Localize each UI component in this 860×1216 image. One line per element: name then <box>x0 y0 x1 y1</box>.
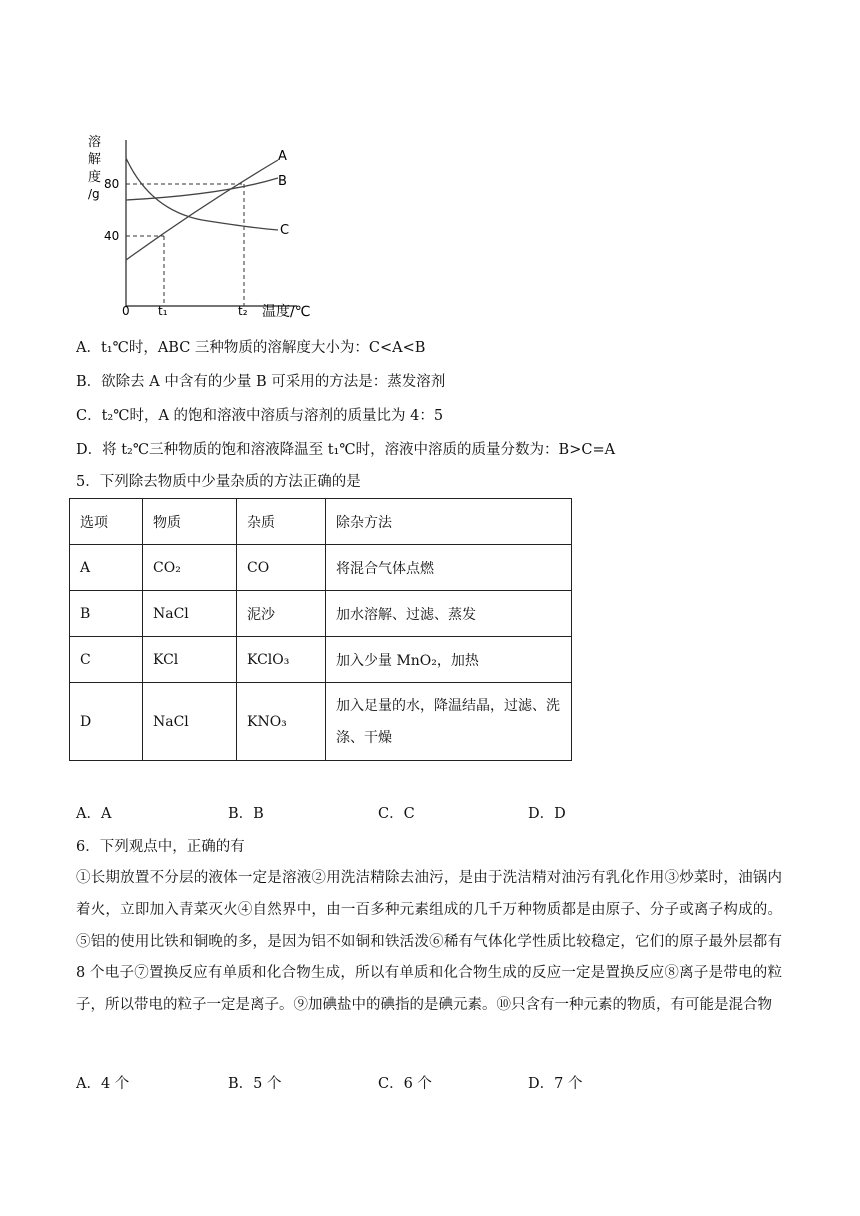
q4-option-c: C．t₂℃时，A 的饱和溶液中溶质与溶剂的质量比为 4：5 <box>76 408 444 424</box>
table-cell: D <box>70 683 143 761</box>
table-row <box>70 591 572 637</box>
table-header-cell: 物质 <box>143 499 237 545</box>
q6-stem: 6．下列观点中，正确的有 <box>76 839 245 855</box>
table-header-cell: 杂质 <box>237 499 326 545</box>
table-row <box>70 637 572 683</box>
q4-option-d: D．将 t₂℃三种物质的饱和溶液降温至 t₁℃时，溶液中溶质的质量分数为：B>C=A <box>76 442 616 458</box>
q5-choice-a: A．A <box>76 806 112 822</box>
table-header-cell: 选项 <box>70 499 143 545</box>
table-cell: 将混合气体点燃 <box>326 545 572 591</box>
table-cell: 加入足量的水，降温结晶，过滤、洗涤、干燥 <box>326 683 572 761</box>
table-cell: 泥沙 <box>237 591 326 637</box>
curve-label-a: A <box>278 149 287 164</box>
curve-label-b: B <box>278 174 287 189</box>
q6-choice-a: A．4 个 <box>76 1076 130 1092</box>
curve-b <box>126 178 278 200</box>
q5-stem: 5．下列除去物质中少量杂质的方法正确的是 <box>76 474 361 490</box>
ylabel-char: 溶 <box>88 135 102 150</box>
table-cell: CO₂ <box>143 545 237 591</box>
table-cell: 加水溶解、过滤、蒸发 <box>326 591 572 637</box>
q6-choice-d: D．7 个 <box>528 1076 583 1092</box>
x-tick: 0 <box>122 303 130 318</box>
table-cell: 加入少量 MnO₂，加热 <box>326 637 572 683</box>
curve-a <box>126 160 278 260</box>
ylabel-char: 解 <box>88 152 102 167</box>
table-cell: KCl <box>143 637 237 683</box>
q6-body: ①长期放置不分层的液体一定是溶液②用洗洁精除去油污，是由于洗洁精对油污有乳化作用③炒菜时，油锅内着火，立即加入青菜灭火④自然界中，由一百多种元素组成的几千万种物质都是由原子、分子或离子构成的。⑤铝的使用比铁和铜晚的多，是因为铝不如铜和铁活泼⑥稀有气体化学性质比较稳定，它们的原子最外层都有 8 个电子⑦置换反应有单质和化合物生成，所以有单质和化合物生成的反应一定是置换反应⑧离子是带电的粒子，所以带电的粒子一定是离子。⑨加碘盐中的碘指的是碘元素。⑩只含有一种元素的物质，有可能是混合物 <box>76 870 782 1014</box>
q4-option-a: A．t₁℃时，ABC 三种物质的溶解度大小为：C<A<B <box>76 340 426 356</box>
q5-choice-c: C．C <box>378 806 415 822</box>
q6-choice-c: C．6 个 <box>378 1076 432 1092</box>
table-header-row <box>70 499 572 545</box>
table-cell: NaCl <box>143 591 237 637</box>
q5-choice-b: B．B <box>228 806 264 822</box>
x-axis-label: 温度/℃ <box>262 304 311 320</box>
curve-label-c: C <box>280 223 290 238</box>
q5-table <box>69 498 572 761</box>
q4-option-b: B．欲除去 A 中含有的少量 B 可采用的方法是：蒸发溶剂 <box>76 374 446 390</box>
table-cell: NaCl <box>143 683 237 761</box>
q5-choice-d: D．D <box>528 806 566 822</box>
table-cell: KNO₃ <box>237 683 326 761</box>
ylabel-char: /g <box>88 187 100 201</box>
x-tick: t₁ <box>158 303 168 318</box>
x-tick: t₂ <box>238 303 248 318</box>
table-cell: KClO₃ <box>237 637 326 683</box>
solubility-graph <box>82 130 332 320</box>
table-header-cell: 除杂方法 <box>326 499 572 545</box>
table-cell: CO <box>237 545 326 591</box>
table-cell: C <box>70 637 143 683</box>
table-row <box>70 683 572 761</box>
y-tick: 40 <box>104 229 120 243</box>
table-cell: B <box>70 591 143 637</box>
table-cell: A <box>70 545 143 591</box>
ylabel-char: 度 <box>88 170 102 185</box>
table-row <box>70 545 572 591</box>
q6-choice-b: B．5 个 <box>228 1076 282 1092</box>
y-tick: 80 <box>104 177 120 191</box>
